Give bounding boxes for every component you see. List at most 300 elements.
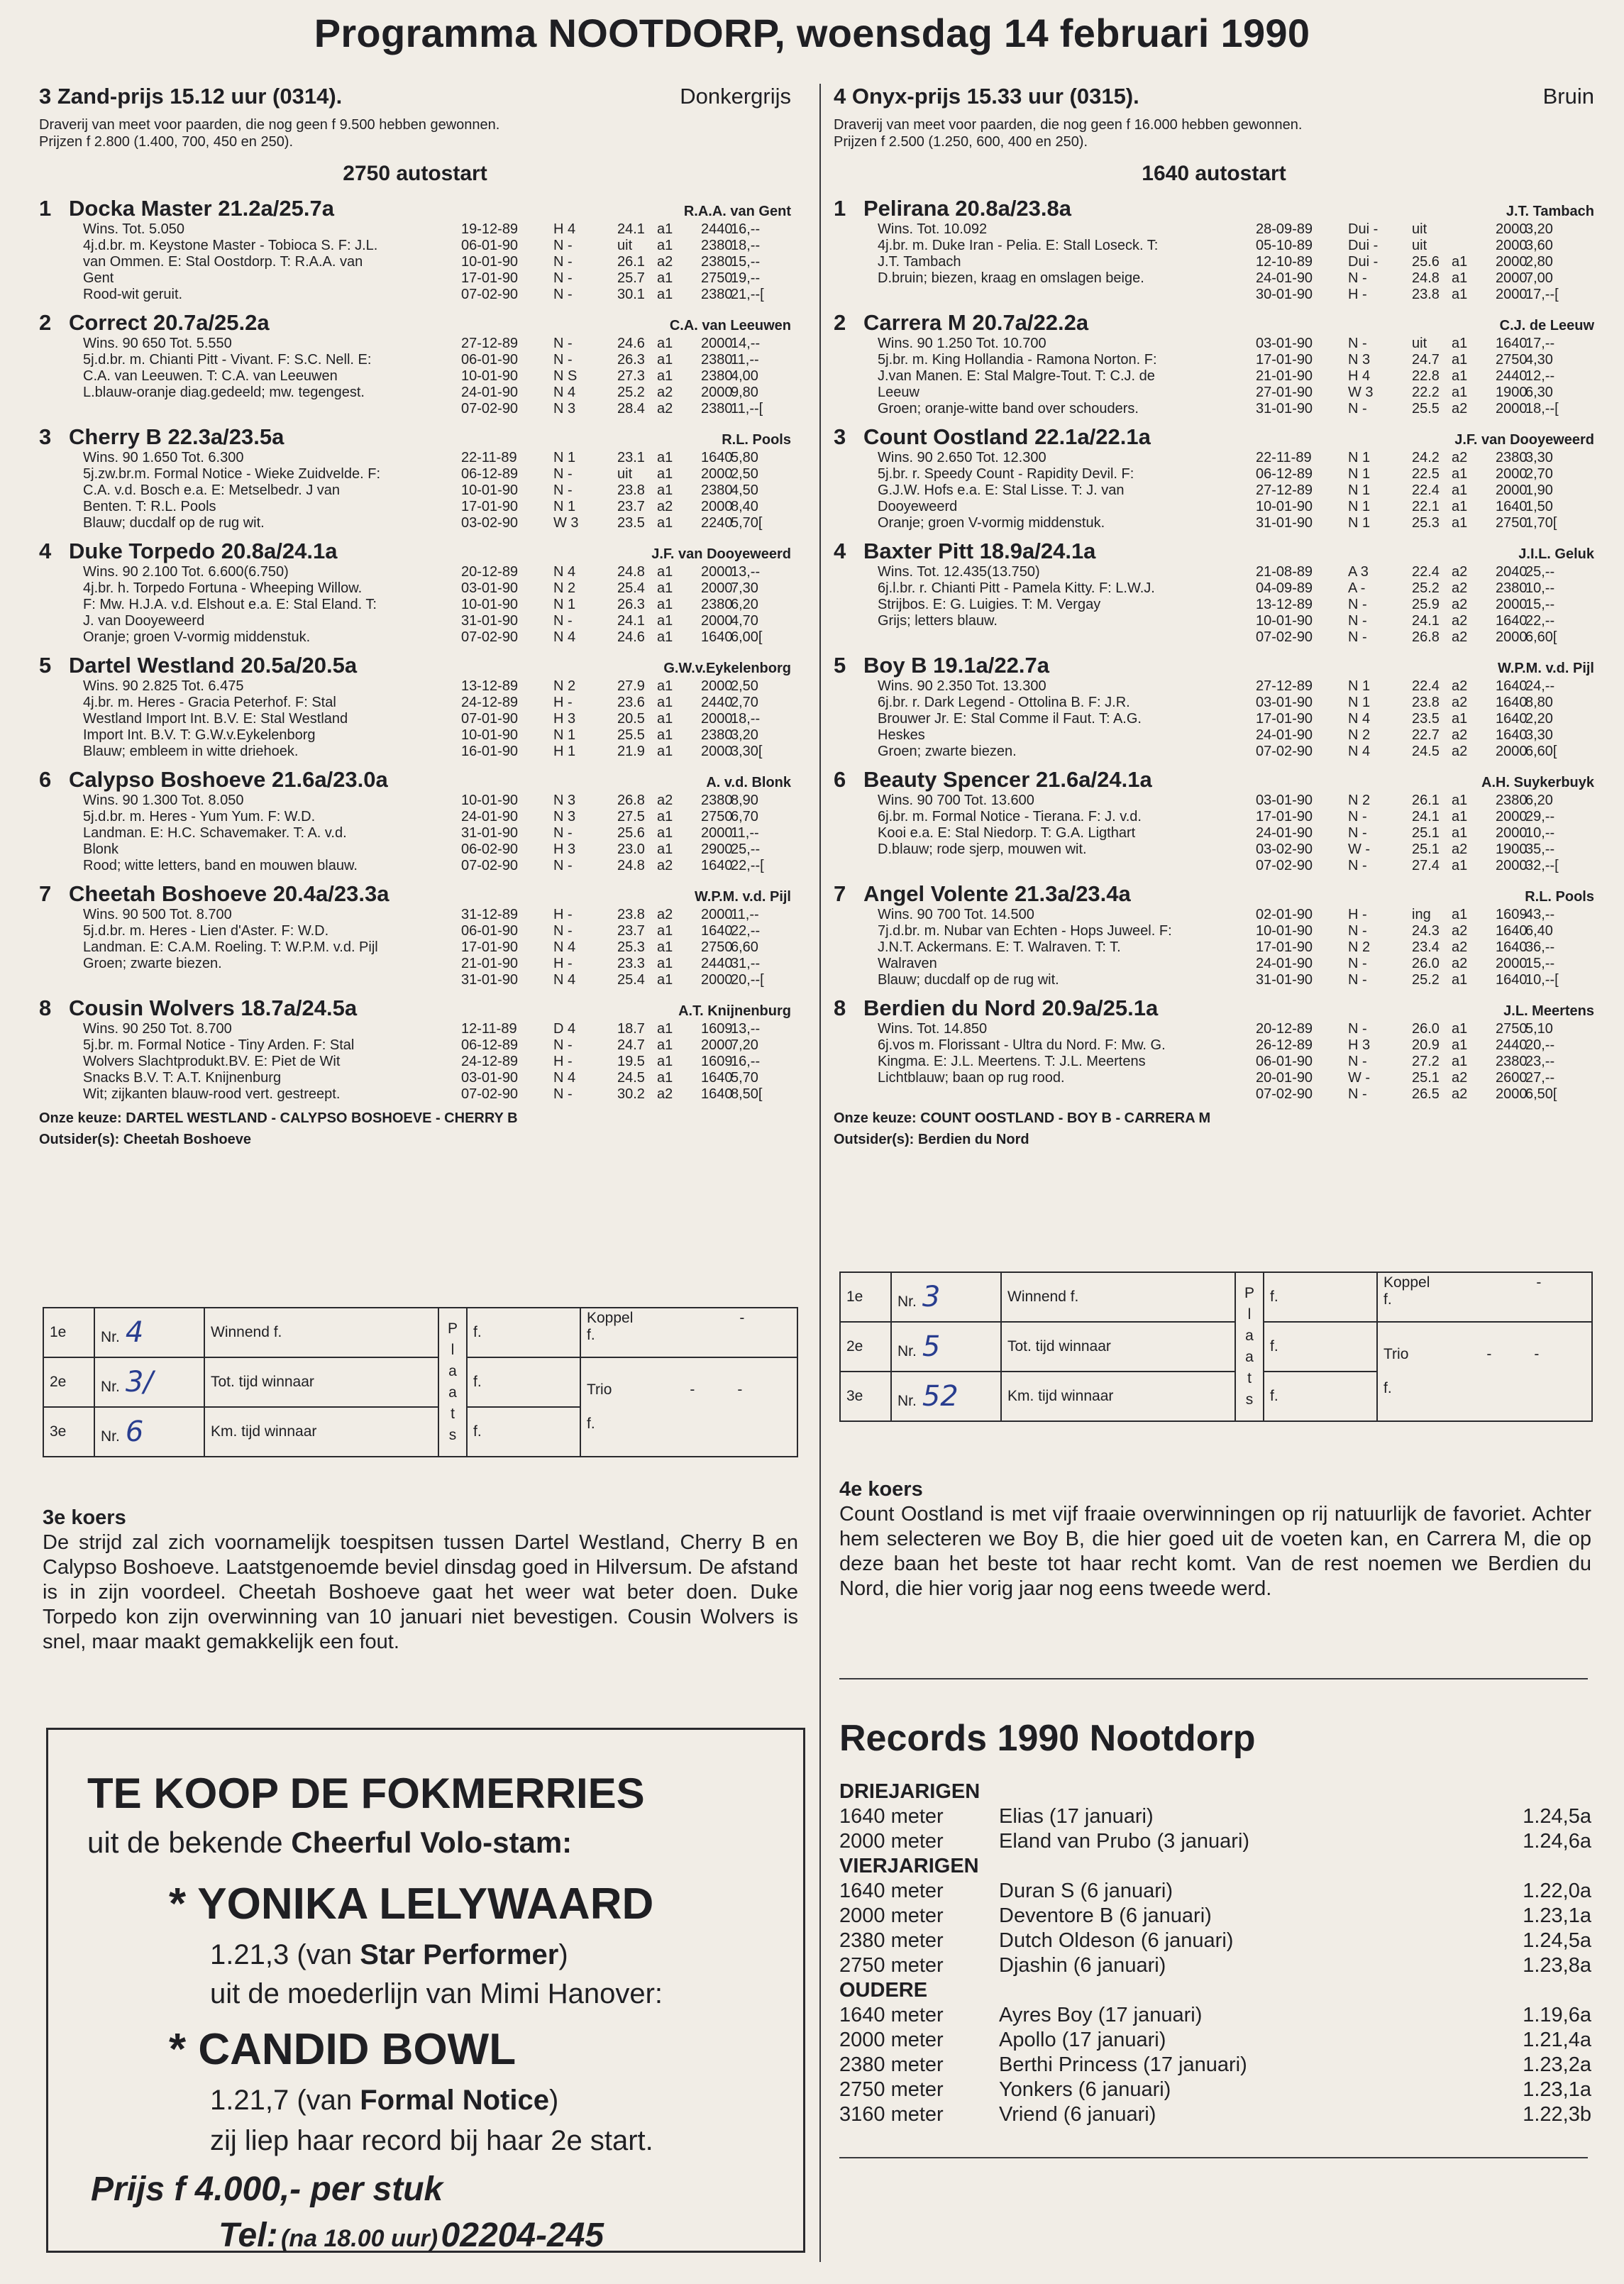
horse-name-text: Pelirana 20.8a/23.8a (863, 196, 1072, 221)
record-cell: 2380 meter (839, 2053, 944, 2076)
result-cell: 07-02-90 (461, 1086, 519, 1102)
horse-name (39, 767, 388, 793)
result-cell: 2000 (701, 678, 733, 694)
record-cell: 1.24,6a (1523, 1830, 1591, 1853)
record-row (839, 1904, 1591, 1929)
info-line: D.blauw; rode sjerp, mouwen wit. (878, 842, 1087, 857)
result-cell: 32,--[ (1525, 858, 1559, 873)
result-cell: 1640 (1496, 678, 1528, 694)
result-cell: 20,--[ (731, 972, 764, 988)
ad-phone: Tel: (na 18.00 uur) 02204-245 (219, 2217, 604, 2254)
result-row (461, 368, 791, 385)
horse-name-text: Cousin Wolvers 18.7a/24.5a (69, 995, 358, 1020)
horse-entry (39, 310, 791, 417)
trainer-name: R.L. Pools (722, 432, 791, 448)
record-cell: 2750 meter (839, 2078, 944, 2101)
result-cell: a1 (657, 939, 673, 955)
info-line: Wins. 90 2.825 Tot. 6.475 (83, 678, 244, 694)
result-cell: 2000 (1496, 482, 1528, 498)
result-cell: 03-01-90 (1256, 695, 1313, 710)
result-cell: 29,-- (1525, 809, 1555, 824)
ad-horse-2: * CANDID BOWL (169, 2025, 517, 2074)
record-cell: 1.19,6a (1523, 2004, 1591, 2026)
result-cell: a1 (1452, 711, 1468, 727)
entry-number: 2 (39, 310, 52, 335)
result-cell: a2 (657, 254, 673, 270)
advertisement (46, 1728, 805, 2253)
result-cell: 24-01-90 (1256, 825, 1313, 841)
result-cell: N - (1348, 858, 1367, 873)
result-row (461, 629, 791, 646)
horse-entry (39, 767, 791, 874)
result-cell: 26.1 (617, 254, 645, 270)
result-cell: 31-01-90 (1256, 972, 1313, 988)
result-cell: H - (553, 956, 573, 971)
record-row (839, 2102, 1591, 2127)
result-table-row (43, 1357, 797, 1407)
result-cell: a2 (1452, 401, 1468, 416)
result-cell: 22.2 (1412, 385, 1440, 400)
amount-cell: f. (1264, 1322, 1377, 1372)
result-row (461, 482, 791, 499)
result-cell: 07-02-90 (461, 287, 519, 302)
result-cell: 12-10-89 (1256, 254, 1313, 270)
entry-body (834, 793, 1594, 874)
result-cell: 6,60 (731, 939, 758, 955)
info-line: 5j.d.br. m. Chianti Pitt - Vivant. F: S.C. Nell. E: (83, 352, 372, 368)
result-cell: a1 (1452, 907, 1468, 922)
result-cell: 26.5 (1412, 1086, 1440, 1102)
entry-body (39, 564, 791, 646)
result-cell: 17-01-90 (1256, 352, 1313, 368)
result-cell: 24-01-90 (1256, 727, 1313, 743)
result-cell: 31-12-89 (461, 907, 519, 922)
result-cell: 18,-- (731, 238, 761, 253)
amount-cell: f. (467, 1357, 580, 1407)
result-cell: N 1 (1348, 678, 1371, 694)
entry-body (834, 221, 1594, 303)
horse-info (39, 450, 461, 531)
result-cell: 30-01-90 (1256, 287, 1313, 302)
result-cell: a1 (657, 825, 673, 841)
result-cell: 2,80 (1525, 254, 1553, 270)
record-cell: 1.23,1a (1523, 2078, 1591, 2101)
result-cell: N 1 (553, 499, 576, 514)
result-cell: 17,-- (1525, 336, 1555, 351)
result-cell: 2000 (1496, 956, 1528, 971)
entry-header (834, 995, 1594, 1021)
records-list (839, 1780, 1591, 2127)
entry-header (39, 539, 791, 564)
info-line: Wins. Tot. 10.092 (878, 221, 988, 237)
info-line: Wins. 90 700 Tot. 14.500 (878, 907, 1034, 922)
result-cell: a1 (657, 972, 673, 988)
divider (839, 1678, 1588, 1679)
comment-text: De strijd zal zich voornamelijk toespitsen tussen Dartel Westland, Cherry B en Calypso Boshoeve. Laatstgenoemde beviel dinsdag goed in Hilversum. De afstand is in zijn voordeel. Cheetah Boshoeve gaat het weer wat beter doen. Duke Torpedo kon zijn overwinning van 10 januari niet bevestigen. Cousin Wolvers is snel, maar maakt gemakkelijk een fout. (43, 1531, 798, 1653)
result-cell: 2750 (701, 270, 733, 286)
race-title: 4 Onyx-prijs 15.33 uur (0315). (834, 84, 1139, 109)
number-cell (891, 1272, 1001, 1322)
result-cell: 5,10 (1525, 1021, 1553, 1037)
result-cell: 3,60 (1525, 238, 1553, 253)
result-cell: 10,-- (1525, 825, 1555, 841)
result-cell: 5,80 (731, 450, 758, 465)
horse-info (39, 907, 461, 988)
result-row (461, 270, 791, 287)
result-cell: N - (1348, 613, 1367, 629)
horse-info (834, 564, 1256, 646)
horse-info (834, 678, 1256, 760)
result-cell: 1640 (701, 858, 733, 873)
horse-entry (834, 310, 1594, 417)
result-cell: a2 (1452, 956, 1468, 971)
result-cell: 2380 (701, 254, 733, 270)
result-cell: 2000 (701, 499, 733, 514)
result-cell: 25.7 (617, 270, 645, 286)
info-line: 5j.br. m. King Hollandia - Ramona Norton. F: (878, 352, 1157, 368)
result-row (461, 352, 791, 368)
result-cell: 4,30 (1525, 352, 1553, 368)
result-row (1256, 939, 1594, 956)
result-cell: uit (617, 466, 633, 482)
record-row (839, 1953, 1591, 1978)
result-cell: a2 (1452, 923, 1468, 939)
result-cell: 18,-- (731, 711, 761, 727)
result-cell: 23.4 (1412, 939, 1440, 955)
result-cell: 11,-- (731, 352, 759, 368)
result-cell: N - (553, 238, 573, 253)
result-cell: 1640 (1496, 939, 1528, 955)
result-cell: 21-01-90 (1256, 368, 1313, 384)
result-row (1256, 793, 1594, 809)
result-cell: N - (1348, 825, 1367, 841)
result-cell: 27.2 (1412, 1054, 1440, 1069)
info-line: C.A. van Leeuwen. T: C.A. van Leeuwen (83, 368, 338, 384)
result-cell: 2000 (701, 972, 733, 988)
record-row (839, 1879, 1591, 1904)
result-cell: a1 (657, 597, 673, 612)
result-cell: 30.1 (617, 287, 645, 302)
result-cell: 10-01-90 (461, 793, 519, 808)
result-cell: a1 (1452, 825, 1468, 841)
result-cell: N - (553, 858, 573, 873)
record-cell: Deventore B (6 januari) (999, 1904, 1212, 1927)
horse-info (39, 564, 461, 646)
entry-number: 7 (39, 881, 52, 906)
position-cell: 3e (840, 1372, 891, 1421)
result-table-row (840, 1272, 1592, 1322)
result-cell: N - (1348, 1021, 1367, 1037)
info-line: Wins. Tot. 5.050 (83, 221, 185, 237)
result-cell: 7,30 (731, 580, 758, 596)
result-row (461, 238, 791, 254)
result-cell: 2440 (701, 221, 733, 237)
horse-name (834, 995, 1158, 1021)
result-cell: 11,--[ (731, 401, 763, 416)
result-cell: 31-01-90 (1256, 515, 1313, 531)
result-cell: H 3 (553, 711, 576, 727)
result-cell: 2,20 (1525, 711, 1553, 727)
our-choice: Onze keuze: DARTEL WESTLAND - CALYPSO BOSHOEVE - CHERRY B (39, 1110, 518, 1126)
result-cell: N 3 (553, 793, 576, 808)
result-cell: 2380 (701, 287, 733, 302)
result-cell: a2 (1452, 613, 1468, 629)
result-row (461, 385, 791, 401)
horse-name-text: Baxter Pitt 18.9a/24.1a (863, 539, 1096, 563)
recent-results (461, 336, 791, 417)
recent-results (1256, 793, 1594, 874)
result-row (1256, 580, 1594, 597)
record-cell: 1.21,4a (1523, 2029, 1591, 2051)
result-row (1256, 385, 1594, 401)
result-cell: 2000 (1496, 629, 1528, 645)
result-cell: 7,00 (1525, 270, 1553, 286)
result-cell: 21-01-90 (461, 956, 519, 971)
ad-heading: TE KOOP DE FOKMERRIES (87, 1770, 645, 1817)
record-cell: 1.23,2a (1523, 2053, 1591, 2076)
result-cell: 2000 (1496, 287, 1528, 302)
result-cell (1452, 238, 1496, 254)
result-cell: 31-01-90 (461, 613, 519, 629)
result-cell: a1 (657, 336, 673, 351)
result-cell: 1609 (1496, 907, 1528, 922)
result-cell: 25.4 (617, 972, 645, 988)
result-row (461, 1086, 791, 1103)
horse-name-text: Cheetah Boshoeve 20.4a/23.3a (69, 881, 390, 906)
result-row (1256, 923, 1594, 939)
result-row (1256, 678, 1594, 695)
position-cell: 2e (840, 1322, 891, 1372)
result-row (1256, 482, 1594, 499)
result-cell: N 1 (1348, 499, 1371, 514)
result-row (461, 744, 791, 760)
result-cell: 27,-- (1525, 1070, 1555, 1086)
result-cell: 1640 (701, 923, 733, 939)
horse-name (834, 539, 1095, 564)
result-cell: 23.8 (617, 482, 645, 498)
horse-entry (834, 881, 1594, 988)
result-cell: a2 (1452, 629, 1468, 645)
entry-number: 1 (39, 196, 52, 221)
entry-body (834, 907, 1594, 988)
result-cell: 19.5 (617, 1054, 645, 1069)
info-line: Blauw; ducdalf op de rug wit. (83, 515, 265, 531)
record-cell: Eland van Prubo (3 januari) (999, 1830, 1250, 1853)
info-line: 4j.br. m. Duke Iran - Pelia. E: Stall Loseck. T: (878, 238, 1159, 253)
trainer-name: A.H. Suykerbuyk (1481, 775, 1594, 790)
result-cell: a1 (657, 221, 673, 237)
result-cell: 10,--[ (1525, 972, 1559, 988)
record-cell: Elias (17 januari) (999, 1805, 1154, 1828)
result-row (461, 793, 791, 809)
horse-entry (39, 881, 791, 988)
result-cell: N - (1348, 1054, 1367, 1069)
recent-results (461, 793, 791, 874)
amount-label: f. (1383, 1380, 1392, 1396)
result-cell: 5,70 (731, 1070, 758, 1086)
horse-name (834, 881, 1131, 907)
result-cell: 3,30 (1525, 450, 1553, 465)
trainer-name: R.L. Pools (1525, 889, 1594, 905)
result-cell: H - (1348, 907, 1367, 922)
result-cell: 6,70 (731, 809, 758, 824)
result-row (461, 939, 791, 956)
result-cell: N 2 (553, 678, 576, 694)
info-line: 6j.l.br. r. Chianti Pitt - Pamela Kitty. F: L.W.J. (878, 580, 1155, 596)
result-cell: 22.1 (1412, 499, 1440, 514)
record-cell: Ayres Boy (17 januari) (999, 2004, 1203, 2026)
position-cell: 3e (43, 1407, 94, 1457)
result-cell: 6,00[ (731, 629, 763, 645)
start-type: 2750 autostart (343, 162, 487, 185)
entry-number: 4 (39, 539, 52, 563)
result-cell: 03-01-90 (1256, 793, 1313, 808)
result-cell: N - (553, 287, 573, 302)
entry-header (834, 196, 1594, 221)
result-cell: a1 (657, 450, 673, 465)
horse-name-text: Boy B 19.1a/22.7a (863, 653, 1049, 678)
dash: - (737, 1381, 743, 1398)
info-line: 5j.br. m. Formal Notice - Tiny Arden. F: Stal (83, 1037, 355, 1053)
result-cell: 2000 (701, 580, 733, 596)
result-cell: 2380 (701, 482, 733, 498)
result-cell: a2 (657, 793, 673, 808)
result-cell: 17-01-90 (1256, 711, 1313, 727)
result-cell: 07-02-90 (461, 401, 519, 416)
result-cell: Dui - (1348, 254, 1379, 270)
result-cell: a2 (657, 907, 673, 922)
result-cell: N 1 (553, 597, 576, 612)
result-cell: 5,70[ (731, 515, 763, 531)
position-cell: 1e (840, 1272, 891, 1322)
trio-cell (580, 1357, 797, 1457)
entry-header (834, 653, 1594, 678)
trainer-name: A. v.d. Blonk (706, 775, 791, 790)
result-cell: N 1 (1348, 695, 1371, 710)
ad-horse-1: * YONIKA LELYWAARD (169, 1880, 654, 1929)
record-group-heading: OUDERE (839, 1979, 928, 2002)
result-cell: N - (553, 825, 573, 841)
result-cell: N 4 (553, 972, 576, 988)
handwritten-number: 5 (922, 1330, 941, 1363)
result-cell: 20-01-90 (1256, 1070, 1313, 1086)
result-cell: 03-01-90 (1256, 336, 1313, 351)
result-table-row (43, 1308, 797, 1357)
result-cell: 2000 (1496, 466, 1528, 482)
result-cell: a2 (1452, 597, 1468, 612)
record-cell: Djashin (6 januari) (999, 1954, 1166, 1977)
result-cell: 7,20 (731, 1037, 758, 1053)
result-row (1256, 744, 1594, 760)
result-cell: 06-12-89 (461, 466, 519, 482)
result-cell: N S (553, 368, 578, 384)
horse-info (834, 907, 1256, 988)
records-title: Records 1990 Nootdorp (839, 1718, 1256, 1759)
result-cell: N 2 (553, 580, 576, 596)
result-cell: 24.8 (617, 564, 645, 580)
race-conditions (39, 116, 791, 150)
result-cell: 24.8 (1412, 270, 1440, 286)
result-cell: a1 (657, 352, 673, 368)
info-line: Import Int. B.V. T: G.W.v.Eykelenborg (83, 727, 316, 743)
nr-label: Nr. (101, 1428, 120, 1445)
result-cell: 24-01-90 (461, 809, 519, 824)
info-line: Wins. 90 250 Tot. 8.700 (83, 1021, 232, 1037)
result-cell: 1640 (1496, 727, 1528, 743)
trainer-name: C.J. de Leeuw (1499, 318, 1594, 333)
result-row (1256, 956, 1594, 972)
result-cell: a2 (657, 1086, 673, 1102)
info-line: L.blauw-oranje diag.gedeeld; mw. tegengest. (83, 385, 365, 400)
outsiders: Outsider(s): Cheetah Boshoeve (39, 1132, 251, 1147)
plaats-cell: P l a a t s (438, 1308, 467, 1457)
ad-line: 1.21,3 (van Star Performer) (210, 1939, 568, 1970)
horse-name (39, 196, 334, 221)
info-line: Kooi e.a. E: Stal Niedorp. T: G.A. Ligthart (878, 825, 1136, 841)
result-cell: N 1 (1348, 482, 1371, 498)
entry-body (834, 678, 1594, 760)
result-cell: 27-12-89 (461, 336, 519, 351)
result-row (1256, 466, 1594, 482)
result-cell: a1 (1452, 1037, 1468, 1053)
result-row (461, 287, 791, 303)
result-cell: 25.5 (1412, 401, 1440, 416)
info-line: 6j.vos m. Florissant - Ultra du Nord. F: Mw. G. (878, 1037, 1166, 1053)
result-cell: 2000 (1496, 809, 1528, 824)
result-cell: 10,-- (1525, 580, 1555, 596)
result-cell: N 4 (1348, 744, 1371, 759)
result-cell: 6,40 (1525, 923, 1553, 939)
condition-line: Draverij van meet voor paarden, die nog geen f 16.000 hebben gewonnen. (834, 117, 1303, 133)
result-row (1256, 1021, 1594, 1037)
info-line: Gent (83, 270, 114, 286)
info-line: J.T. Tambach (878, 254, 961, 270)
result-cell: a1 (657, 711, 673, 727)
result-cell: 03-02-90 (461, 515, 519, 531)
trainer-name: W.P.M. v.d. Pijl (695, 889, 791, 905)
horse-info (834, 336, 1256, 417)
result-row (461, 711, 791, 727)
ad-line: uit de moederlijn van Mimi Hanover: (210, 1978, 663, 2009)
result-row (1256, 1086, 1594, 1103)
result-cell: 26-12-89 (1256, 1037, 1313, 1053)
result-cell: N - (1348, 1086, 1367, 1102)
entry-number: 7 (834, 881, 846, 906)
result-cell: 3,30 (1525, 727, 1553, 743)
horse-name (39, 653, 357, 678)
result-cell: a1 (1452, 515, 1468, 531)
label-cell: Winnend f. (1001, 1272, 1235, 1322)
result-cell: 2000 (1496, 1086, 1528, 1102)
info-line: Blonk (83, 842, 119, 857)
result-cell: N - (553, 923, 573, 939)
result-cell: 12,-- (1525, 368, 1555, 384)
label-cell: Winnend f. (204, 1308, 438, 1357)
info-line: Leeuw (878, 385, 919, 400)
result-cell: 27-12-89 (1256, 482, 1313, 498)
result-row (461, 1070, 791, 1086)
trainer-name: W.P.M. v.d. Pijl (1498, 661, 1594, 676)
result-cell: 25.6 (1412, 254, 1440, 270)
result-cell: N 1 (1348, 515, 1371, 531)
nr-label: Nr. (897, 1393, 917, 1409)
result-cell: 31-01-90 (461, 825, 519, 841)
result-cell: a1 (657, 564, 673, 580)
result-cell: 21.9 (617, 744, 645, 759)
trainer-name: C.A. van Leeuwen (669, 318, 791, 333)
result-cell: 6,50[ (1525, 1086, 1557, 1102)
result-row (1256, 336, 1594, 352)
